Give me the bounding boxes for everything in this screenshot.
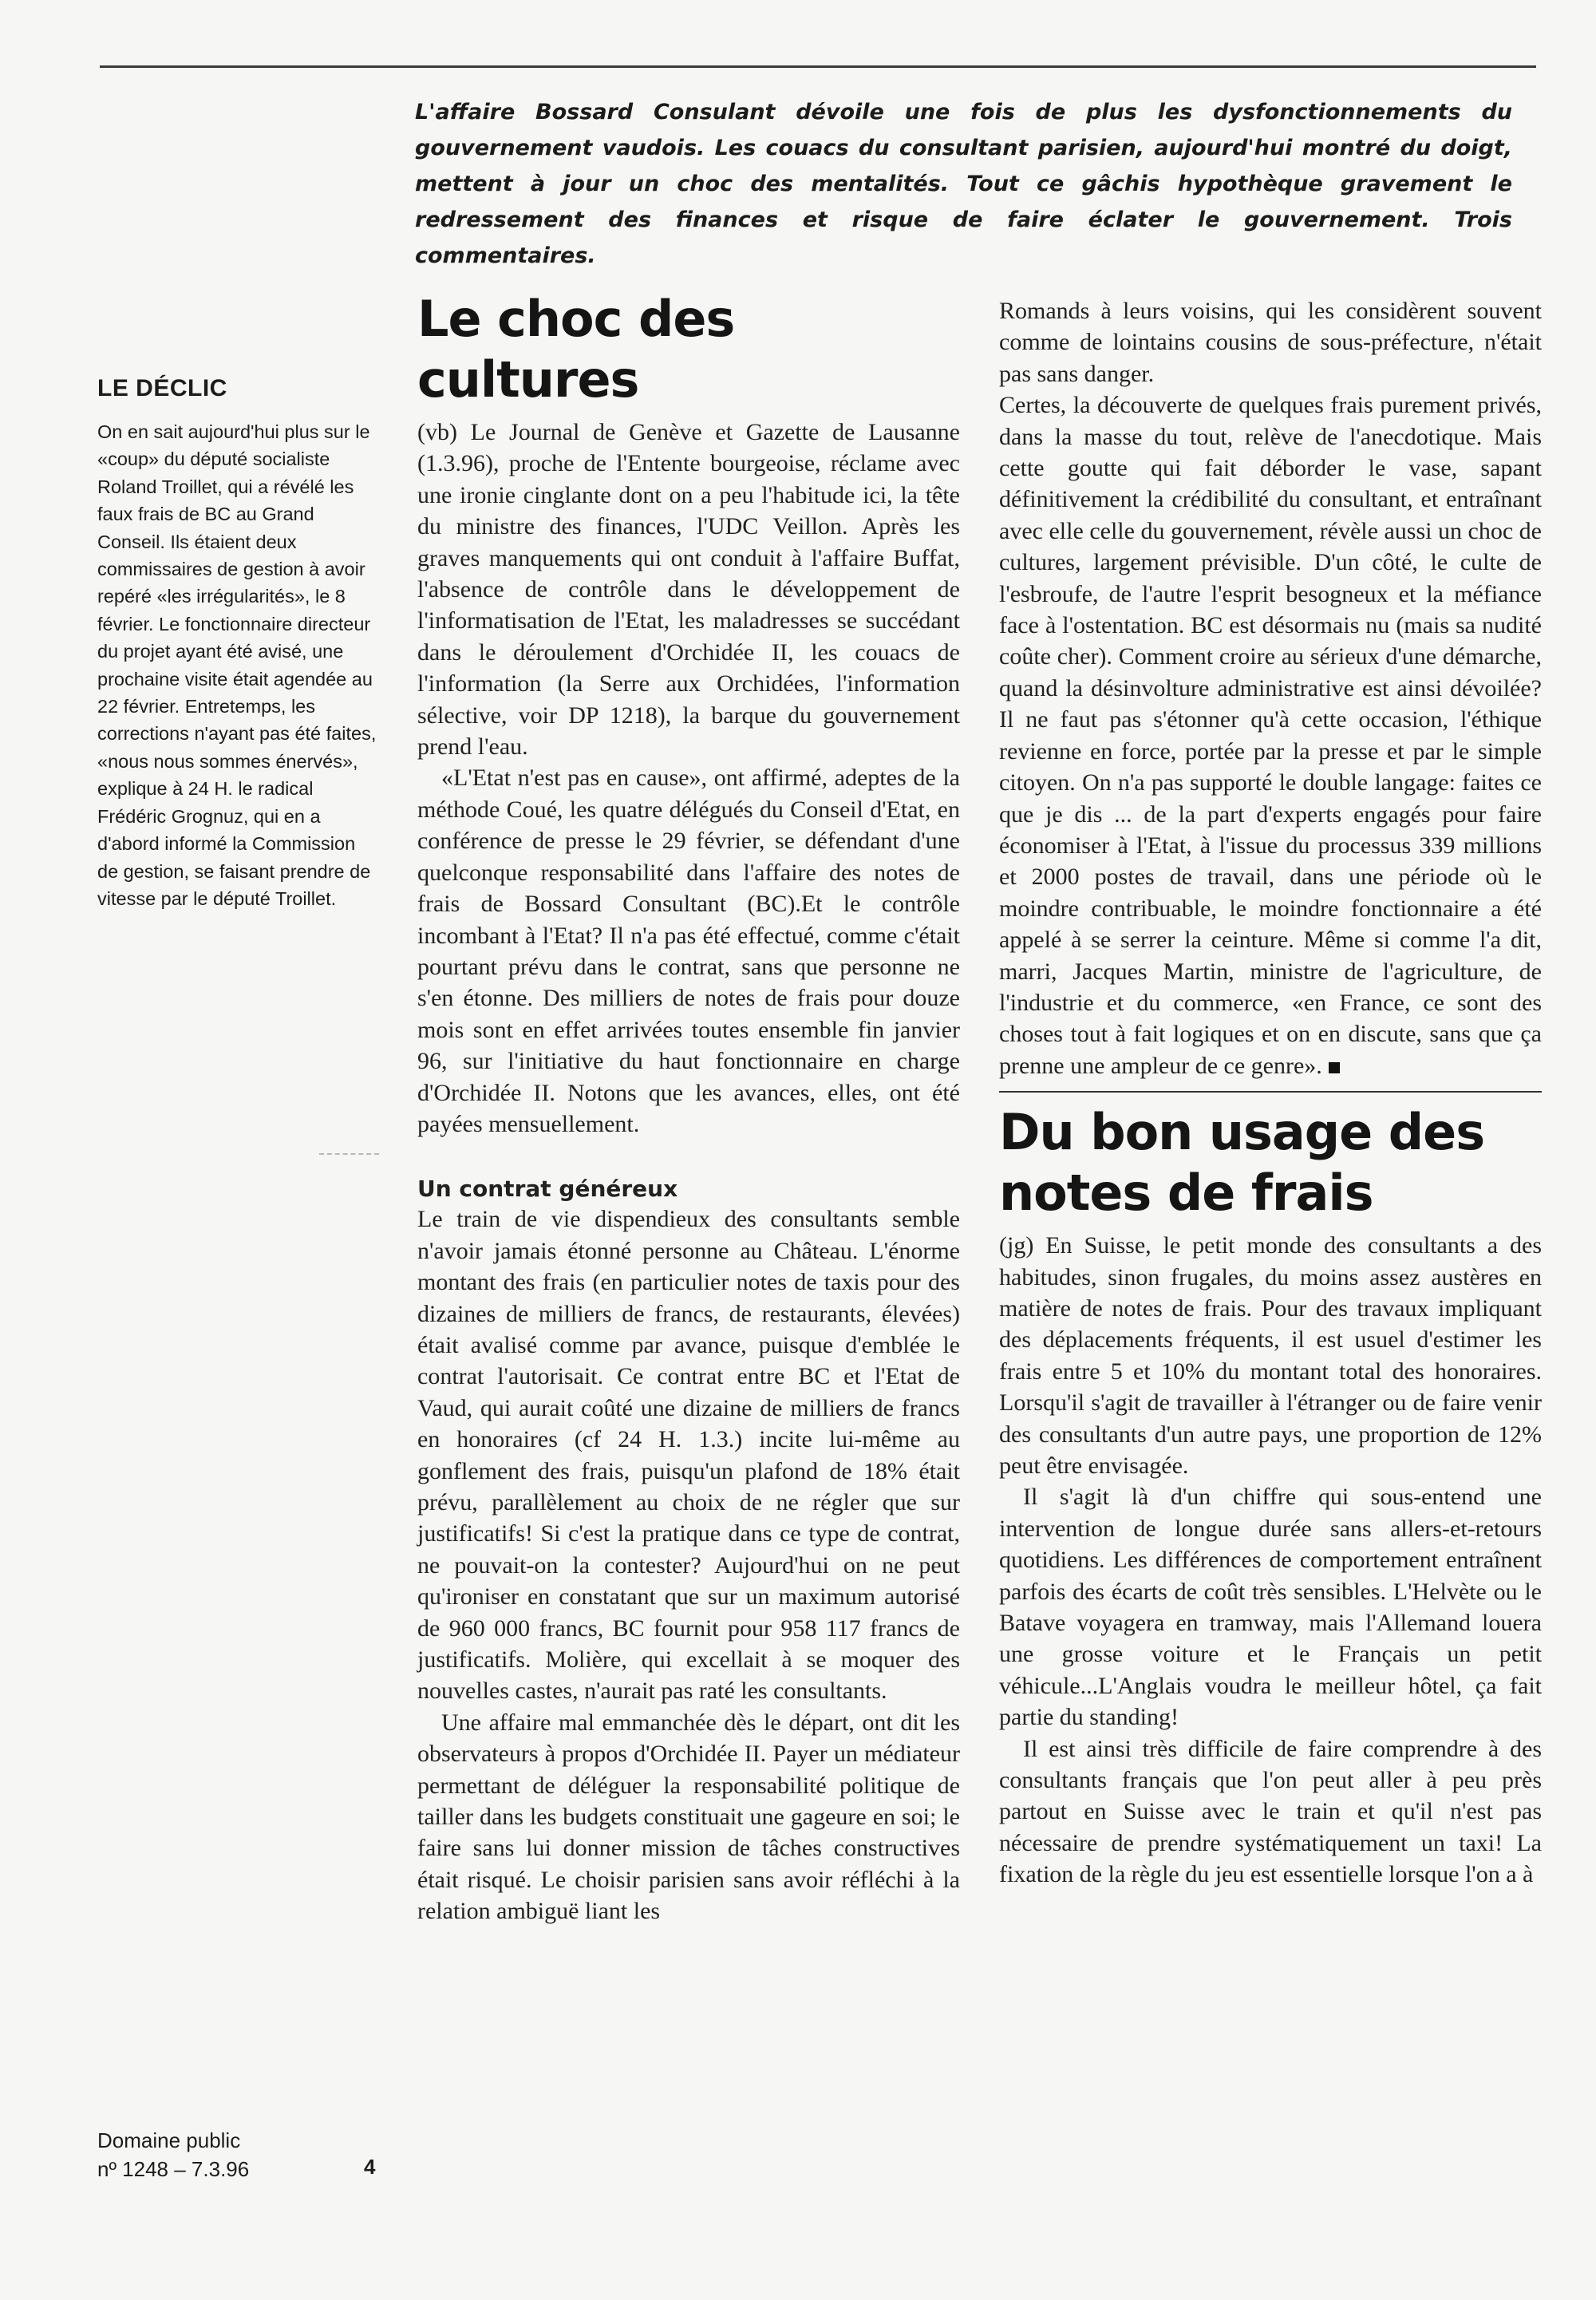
right-column: [999, 295, 1542, 1891]
footer-publication: [97, 2126, 249, 2183]
article-separator: [999, 1091, 1542, 1093]
article1-column: [417, 289, 960, 1927]
article1-paragraph: Le train de vie dispendieux des consultants semble n'avoir jamais étonné personne au Château. L'énorme montant des frais (en particulier notes de taxis pour des dizaines de milliers de francs, de restaurants, élevées) était avalisé comme par avance, puisque d'emblée le contrat l'autorisait. Ce contrat entre BC et l'Etat de Vaud, qui aurait coûté une dizaine de milliers de francs en honoraires (cf 24 H. 1.3.) incite lui-même au gonflement des frais, puisqu'un plafond de 18% était prévu, parallèlement au choix de ne régler que sur justificatifs! Si c'est la pratique dans ce type de contrat, ne pouvait-on la contester? Aujourd'hui on ne peut qu'ironiser en constatant que sur un maximum autorisé de 960 000 francs, BC fournit pour 958 117 francs de justificatifs. Molière, qui excellait à se moquer des nouvelles castes, n'aurait pas raté les consultants.: [417, 1206, 960, 1705]
end-of-article-mark: [1329, 1062, 1340, 1073]
article2-paragraph: Il s'agit là d'un chiffre qui sous-entend une intervention de longue durée sans allers-et-retours quotidiens. Les différences de comportement entraînent parfois des écarts de coût très sensibles. L'Helvète ou le Batave voyagera en tramway, mais l'Allemand louera une grosse voiture et le Français un petit véhicule...L'Anglais voudra le meilleur hôtel, ça fait partie du standing!: [999, 1484, 1542, 1731]
sidebar-box: [97, 375, 378, 912]
article2-paragraph: Il est ainsi très difficile de faire comprendre à des consultants français que l'on peut aller à peu près partout en Suisse avec le train et qu'il n'est pas nécessaire de prendre systématiquement un taxi! La fixation de la règle du jeu est essentielle lorsque l'on a à: [999, 1735, 1542, 1888]
article1-paragraph: (vb) Le Journal de Genève et Gazette de Lausanne (1.3.96), proche de l'Entente bourgeoise, réclame avec une ironie cinglante dont on a peu l'habitude ici, la tête du ministre des finances, l'UDC Veillon. Après les graves manquements qui ont conduit à l'affaire Buffat, l'absence de contrôle dans le développement de l'informatisation de l'Etat, les maladresses se succédant dans le déroulement d'Orchidée II, les couacs de l'information (la Serre aux Orchidées, l'information sélective, voir DP 1218), la barque du gouvernement prend l'eau.: [417, 419, 960, 761]
article1-paragraph: Une affaire mal emmanchée dès le départ, ont dit les observateurs à propos d'Orchidée II. Payer un médiateur permettant de déléguer la responsabilité politique de tailler dans les budgets constituait une gageure en soi; le faire sans lui donner mission de tâches constructives était risqué. Le choisir parisien sans avoir réfléchi à la relation ambiguë liant les: [417, 1709, 960, 1925]
article2-title: Du bon usage des notes de frais: [999, 1103, 1485, 1223]
sidebar-body: On en sait aujourd'hui plus sur le «coup» du député socialiste Roland Troillet, qui a révélé les faux frais de BC au Grand Conseil. Ils étaient deux commissaires de gestion à avoir repéré «les irrégularités», le 8 février. Le fonctionnaire directeur du projet ayant été avisé, une prochaine visite était agendée au 22 février. Entretemps, les corrections n'ayant pas été faites, «nous nous sommes énervés», explique à 24 H. le radical Frédéric Grognuz, qui en a d'abord informé la Commission de gestion, se faisant prendre de vitesse par le député Troillet.: [97, 421, 377, 909]
page-number: 4: [364, 2155, 376, 2179]
article1-continued-paragraph: Romands à leurs voisins, qui les considèrent souvent comme de lointains cousins de sous-préfecture, n'était pas sans danger.: [999, 298, 1542, 387]
intro-lede: L'affaire Bossard Consulant dévoile une fois de plus les dysfonctionnements du gouvernement vaudois. Les couacs du consultant parisien, aujourd'hui montré du doigt, mettent à jour un choc des mentalités. Tout ce gâchis hypothèque gravement le redressement des finances et risque de faire éclater le gouvernement. Trois commentaires.: [415, 100, 1512, 268]
sidebar-divider: [319, 1153, 379, 1155]
article1-paragraph: «L'Etat n'est pas en cause», ont affirmé, adeptes de la méthode Coué, les quatre délégués du Conseil d'Etat, en conférence de presse le 29 février, se défendant d'une quelconque responsabilité dans l'affaire des notes de frais de Bossard Consultant (BC).Et le contrôle incombant à l'Etat? Il n'a pas été effectué, comme c'était pourtant prévu dans le contrat, sans que personne ne s'en étonne. Des milliers de notes de frais pour douze mois sont en effet arrivées toutes ensemble fin janvier 96, sur l'initiative du haut fonctionnaire en charge d'Orchidée II. Notons que les avances, elles, ont été payées mensuellement.: [417, 765, 960, 1137]
footer-issue: nº 1248 – 7.3.96: [97, 2157, 250, 2181]
top-rule: [100, 65, 1536, 68]
footer-title: Domaine public: [97, 2128, 241, 2152]
article1-subhead: Un contrat généreux: [417, 1176, 678, 1203]
article1-title: Le choc des cultures: [417, 290, 735, 409]
article2-paragraph: (jg) En Suisse, le petit monde des consultants a des habitudes, sinon frugales, du moins assez austères en matière de notes de frais. Pour des travaux impliquant des déplacements fréquents, il est usuel d'estimer les frais entre 5 et 10% du montant total des honoraires. Lorsqu'il s'agit de travailler à l'étranger ou de faire venir des consultants d'un autre pays, une proportion de 12% peut être envisagée.: [999, 1232, 1542, 1479]
sidebar-title: LE DÉCLIC: [97, 375, 227, 401]
article1-continued-paragraph: Certes, la découverte de quelques frais purement privés, dans la masse du tout, relève de l'anecdotique. Mais cette goutte qui fait déborder le vase, sapant définitivement la crédibilité du consultant, et entraînant avec elle celle du gouvernement, révèle aussi un choc de cultures, largement prévisible. D'un côté, le culte de l'esbroufe, de l'autre l'esprit besogneux et la méfiance face à l'ostentation. BC est désormais nu (mais sa nudité coûte cher). Comment croire au sérieux d'une démarche, quand la désinvolture administrative est ainsi dévoilée? Il ne faut pas s'étonner qu'à cette occasion, l'éthique revienne en force, portée par la presse et par le simple citoyen. On n'a pas supporté le double langage: faites ce que je dis ... de la part d'experts engagés pour faire économiser à l'Etat, à l'issue du processus 339 millions et 2000 postes de travail, dans une période où le moindre contribuable, le moindre fonctionnaire a été appelé à se serrer la ceinture. Même si comme l'a dit, marri, Jacques Martin, ministre de l'agriculture, de l'industrie et du commerce, «en France, ce sont des choses tout à fait logiques et on en discute, sans que ça prenne une ampleur de ce genre».: [999, 392, 1542, 1079]
